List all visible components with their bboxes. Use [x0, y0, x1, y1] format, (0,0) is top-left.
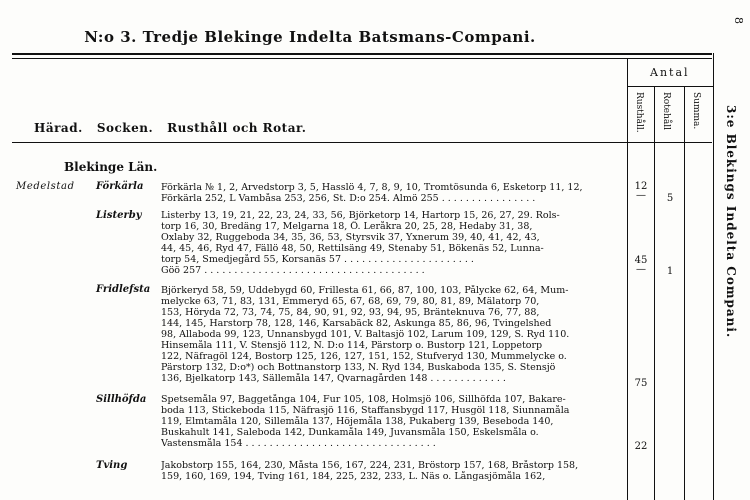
rotar-value: 5 — [666, 193, 674, 204]
entry-line: 144, 145, Harstorp 78, 128, 146, Karsabäck 82, Askunga 85, 86, 96, Tvingelshed — [161, 318, 552, 329]
entry-line: Vastensmåla 154 . . . . . . . . . . . . . . . . . . . . . . . . . . . . . . . . — [161, 438, 436, 449]
entry-line: Listerby 13, 19, 21, 22, 23, 24, 33, 56, Björketorp 14, Hartorp 15, 26, 27, 29. Rols- — [161, 210, 560, 221]
entry-line: boda 113, Stickeboda 115, Näfrasjö 116, Staffansbygd 117, Husgöl 118, Siunnamåla — [161, 405, 570, 416]
harad-label: Medelstad — [16, 181, 75, 192]
rusthall-value: 12 — [634, 181, 648, 192]
page-number: 8 — [732, 17, 745, 24]
main-header: Härad. Socken. Rusthåll och Rotar. — [34, 121, 307, 135]
socken-label: Tving — [96, 460, 128, 471]
rusthall-value: 22 — [634, 441, 648, 452]
entry-line: Göö 257 . . . . . . . . . . . . . . . . . . . . . . . . . . . . . . . . . . . . . — [161, 265, 425, 276]
entry-line: 153, Höryda 72, 73, 74, 75, 84, 90, 91, 92, 93, 94, 95, Bränteknuva 76, 77, 88, — [161, 307, 540, 318]
socken-label: Sillhöfda — [96, 394, 147, 405]
socken-label: Förkärla — [96, 181, 144, 192]
col-summa: Summa. — [691, 92, 701, 130]
entry-line: melycke 63, 71, 83, 131, Emmeryd 65, 67, 68, 69, 79, 80, 81, 89, Mälatorp 70, — [161, 296, 540, 307]
entry-line: Jakobstorp 155, 164, 230, Måsta 156, 167, 224, 231, Bröstorp 157, 168, Bråstorp 158, — [161, 460, 579, 471]
top-rule — [12, 53, 712, 55]
entry-line: 98, Allaboda 99, 123, Unnansbygd 101, V. Baltasjö 102, Larum 109, 129, S. Ryd 110. — [161, 329, 570, 340]
entry-line: Pärstorp 132, D:o*) och Bottnanstorp 133, N. Ryd 134, Buskaboda 135, S. Stensjö — [161, 362, 556, 373]
socken-label: Listerby — [96, 210, 142, 221]
entry-line: 159, 160, 169, 194, Tving 161, 184, 225, 232, 233, L. Näs o. Långasjömåla 162, — [161, 471, 546, 482]
col-divider-3 — [684, 86, 685, 500]
col-divider-4 — [713, 53, 714, 500]
page-title: N:o 3. Tredje Blekinge Indelta Batsmans-Compani. — [84, 28, 536, 46]
entry-line: 122, Näfragöl 124, Bostorp 125, 126, 127, 151, 152, Stufveryd 130, Mummelycke o. — [161, 351, 567, 362]
company-sidebar: 3:e Blekings Indelta Compani. — [724, 105, 738, 339]
header-rule — [12, 58, 712, 59]
entry-line: Björkeryd 58, 59, Uddebygd 60, Frillesta 61, 66, 87, 100, 103, Pålycke 62, 64, Mum- — [161, 285, 569, 296]
entry-line: 136, Bjelkatorp 143, Sällemåla 147, Qvarnagården 148 . . . . . . . . . . . . . — [161, 373, 506, 384]
entry-line: torp 16, 30, Bredäng 17, Melgarna 18, Ö. Leråkra 20, 25, 28, Hedaby 31, 38, — [161, 221, 533, 232]
entry-line: Buskahult 141, Saleboda 142, Dunkamåla 149, Juvansmåla 150, Eskelsmåla o. — [161, 427, 539, 438]
col-rotehall: Rotehåll — [661, 92, 671, 131]
entry-line: torp 54, Smedjegård 55, Korsanäs 57 . . . . . . . . . . . . . . . . . . . . . . — [161, 254, 474, 265]
subtotal-dash: — — [636, 190, 646, 201]
col-divider-1 — [627, 58, 628, 500]
rusthall-value: 45 — [634, 255, 648, 266]
antal-header: Antal — [650, 66, 690, 79]
header-bottom-rule — [12, 142, 712, 143]
entry-line: 44, 45, 46, Ryd 47, Fällö 48, 50, Rettilsäng 49, Stenaby 51, Bökenäs 52, Lunna- — [161, 243, 544, 254]
entry-line: Hinsemåla 111, V. Stensjö 112, N. D:o 114, Pärstorp o. Bustorp 121, Loppetorp — [161, 340, 543, 351]
entry-line: Spetsemåla 97, Baggetånga 104, Fur 105, 108, Holmsjö 106, Sillhöfda 107, Bakare- — [161, 394, 566, 405]
entry-line: 119, Elmtamåla 120, Sillemåla 137, Höjemåla 138, Pukaberg 139, Beseboda 140, — [161, 416, 554, 427]
socken-label: Fridlefsta — [96, 284, 151, 295]
entry-line: Förkärla 252, L Vambåsa 253, 256, St. D:o 254. Almö 255 . . . . . . . . . . . . . . . . — [161, 193, 536, 204]
lan-heading: Blekinge Län. — [64, 160, 158, 174]
rusthall-value: 75 — [634, 378, 648, 389]
col-divider-2 — [654, 86, 655, 500]
subtotal-dash: — — [636, 264, 646, 275]
col-rusthall: Rusthåll. — [634, 92, 644, 133]
antal-rule — [627, 86, 713, 87]
entry-line: Förkärla № 1, 2, Arvedstorp 3, 5, Hasslö 4, 7, 8, 9, 10, Tromtösunda 6, Esketorp 11, 12, — [161, 182, 583, 193]
rotar-value: 1 — [666, 266, 674, 277]
entry-line: Oxlaby 32, Ruggeboda 34, 35, 36, 53, Styrsvik 37, Yxnerum 39, 40, 41, 42, 43, — [161, 232, 540, 243]
